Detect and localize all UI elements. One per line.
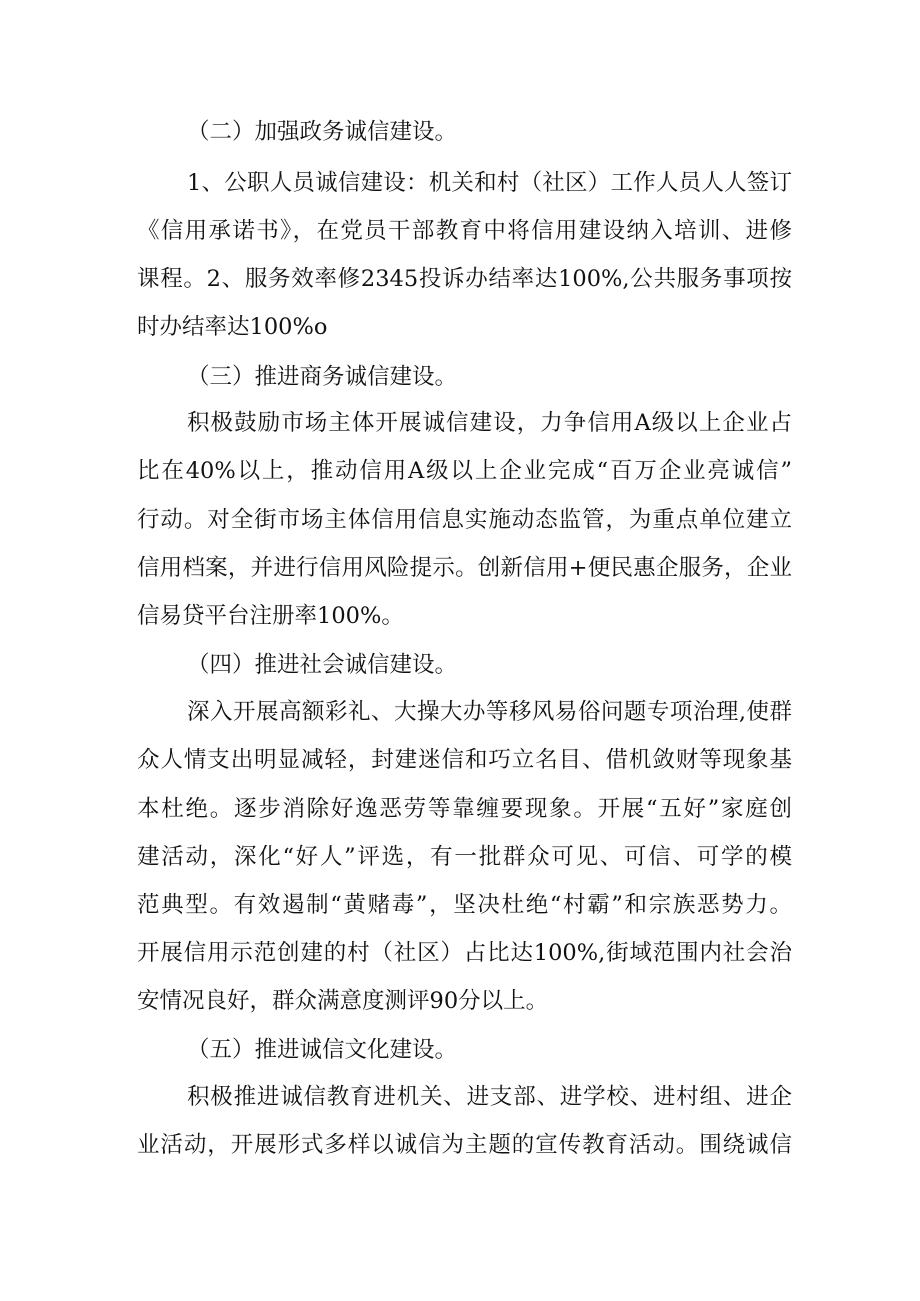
paragraph-line: 范典型。有效遏制“黄赌毒”，坚决杜绝“村霸”和宗族恶势力。 <box>137 892 792 918</box>
paragraph-line: 信用档案，并进行信用风险提示。创新信用+便民惠企服务，企业 <box>137 555 792 581</box>
paragraph-line: 1、公职人员诚信建设：机关和村（社区）工作人员人人签订 <box>187 170 792 196</box>
paragraph-line: 信易贷平台注册率100%。 <box>137 603 404 629</box>
paragraph-line: 深入开展高额彩礼、大操大办等移风易俗问题专项治理,使群 <box>187 699 792 725</box>
paragraph-line: 众人情支出明显减轻，封建迷信和巧立名目、借机敛财等现象基 <box>137 747 792 773</box>
section-heading: （五）推进诚信文化建设。 <box>187 1037 458 1063</box>
paragraph-line: 《信用承诺书》，在党员干部教育中将信用建设纳入培训、进修 <box>137 218 792 244</box>
paragraph-line: 积极推进诚信教育进机关、进支部、进学校、进村组、进企 <box>187 1084 792 1110</box>
paragraph-line: 开展信用示范创建的村（社区）占比达100%,街域范围内社会治 <box>137 940 792 966</box>
paragraph-line: 比在40%以上，推动信用A级以上企业完成“百万企业亮诚信” <box>137 458 792 484</box>
paragraph-line: 安情况良好，群众满意度测评90分以上。 <box>137 988 549 1014</box>
section-heading: （三）推进商务诚信建设。 <box>187 364 458 390</box>
section-heading: （二）加强政务诚信建设。 <box>187 119 458 145</box>
paragraph-line: 业活动，开展形式多样以诚信为主题的宣传教育活动。围绕诚信 <box>137 1132 792 1158</box>
paragraph-line: 行动。对全街市场主体信用信息实施动态监管，为重点单位建立 <box>137 507 792 533</box>
paragraph-line: 课程。2、服务效率修2345投诉办结率达100%,公共服务事项按 <box>137 266 792 292</box>
paragraph-line: 本杜绝。逐步消除好逸恶劳等靠缠要现象。开展“五好”家庭创 <box>137 796 792 822</box>
paragraph-line: 积极鼓励市场主体开展诚信建设，力争信用A级以上企业占 <box>187 410 792 436</box>
section-heading: （四）推进社会诚信建设。 <box>187 652 458 678</box>
paragraph-line: 建活动，深化“好人”评选，有一批群众可见、可信、可学的模 <box>137 844 792 870</box>
paragraph-line: 时办结率达100%o <box>137 314 328 340</box>
